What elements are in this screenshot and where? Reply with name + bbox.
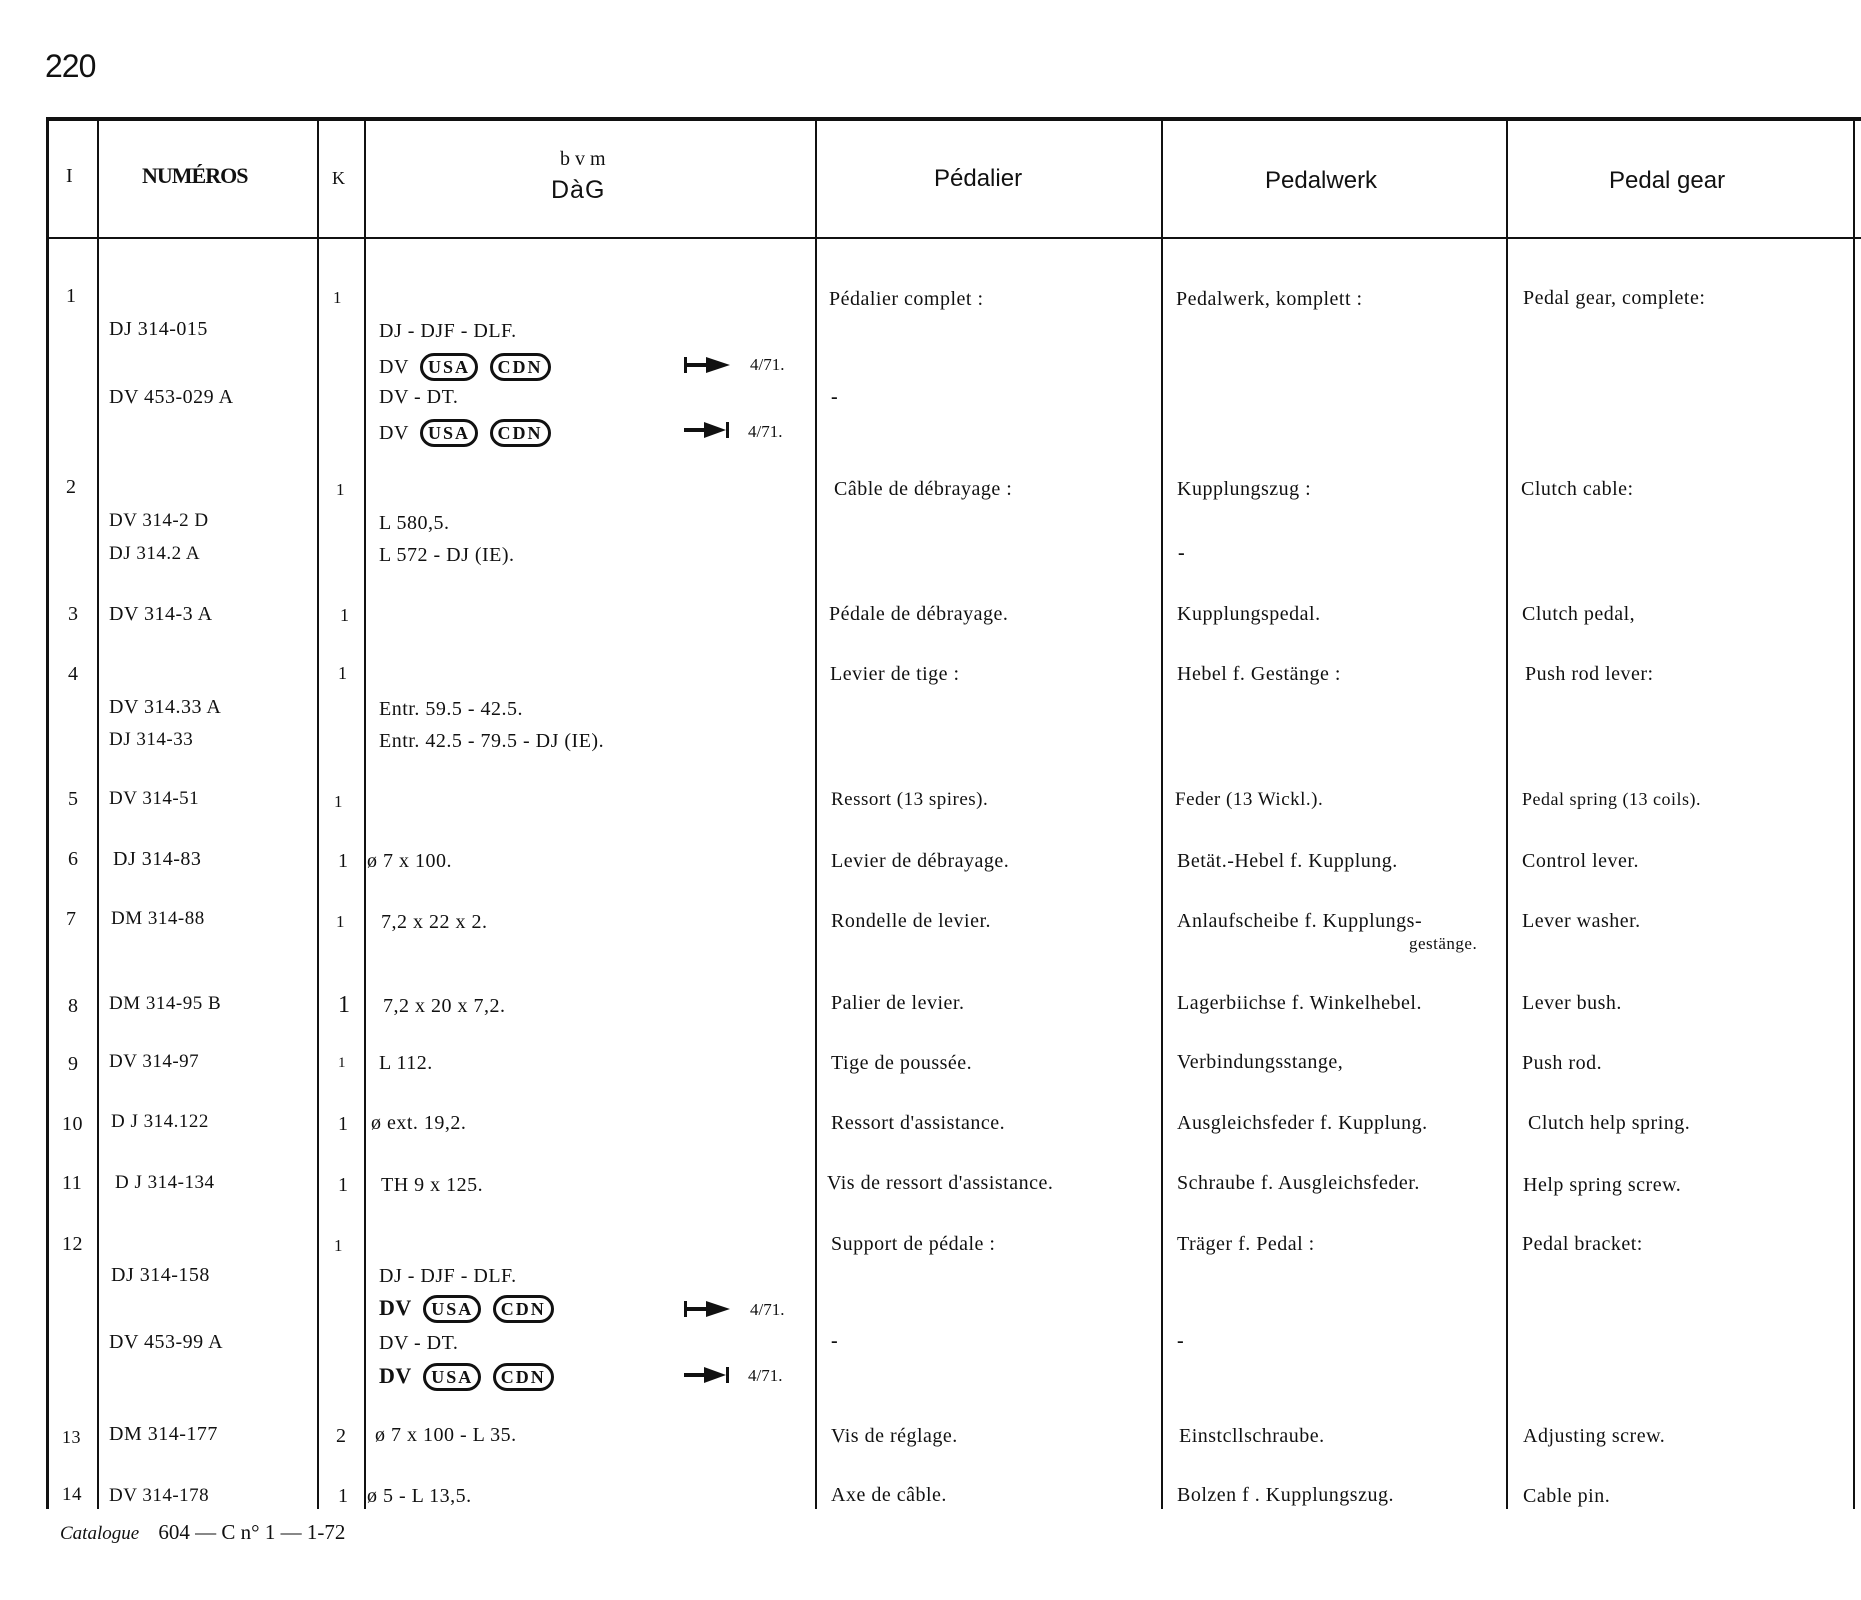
row-en: Lever bush. bbox=[1522, 992, 1622, 1014]
row-qty: 1 bbox=[338, 850, 349, 872]
row-fr: Pédalier complet : bbox=[829, 288, 984, 310]
row-part-number: DV 314-3 A bbox=[109, 603, 213, 625]
row-en: Adjusting screw. bbox=[1523, 1425, 1666, 1447]
row-spec: 7,2 x 22 x 2. bbox=[381, 911, 488, 933]
row-en: Pedal bracket: bbox=[1522, 1233, 1643, 1255]
row-spec: DV - DT. bbox=[379, 386, 459, 408]
row-spec: 7,2 x 20 x 7,2. bbox=[383, 995, 506, 1017]
cdn-stamp: CDN bbox=[493, 1295, 554, 1323]
row-part-number: DJ 314-33 bbox=[109, 729, 194, 750]
row-index: 1 bbox=[66, 285, 77, 307]
row-de: Kupplungspedal. bbox=[1177, 603, 1321, 625]
row-index: 4 bbox=[68, 663, 79, 685]
row-qty: 1 bbox=[338, 1174, 349, 1196]
row-en: Clutch help spring. bbox=[1528, 1112, 1691, 1134]
row-fr: Ressort (13 spires). bbox=[831, 789, 989, 810]
row-qty: 1 bbox=[333, 288, 342, 307]
row-qty: 1 bbox=[338, 1485, 349, 1507]
row-spec: Entr. 59.5 - 42.5. bbox=[379, 698, 523, 720]
row-part-number: DV 453-99 A bbox=[109, 1331, 224, 1353]
row-part-number: DV 314-97 bbox=[109, 1051, 200, 1072]
row-fr-dash: - bbox=[831, 1330, 839, 1352]
row-qty: 1 bbox=[334, 1236, 343, 1255]
row-qty: 1 bbox=[336, 480, 345, 499]
row-index: 12 bbox=[62, 1233, 83, 1255]
col-divider-left bbox=[46, 119, 49, 1509]
row-spec-stamps bbox=[379, 1295, 554, 1323]
row-fr: Levier de tige : bbox=[830, 663, 960, 685]
row-en: Cable pin. bbox=[1523, 1485, 1611, 1507]
row-de: Feder (13 Wickl.). bbox=[1175, 789, 1324, 810]
row-fr: Tige de poussée. bbox=[831, 1052, 973, 1074]
row-de-continued: gestänge. bbox=[1409, 934, 1478, 953]
row-fr: Support de pédale : bbox=[831, 1233, 996, 1255]
row-index: 11 bbox=[62, 1172, 83, 1194]
row-fr: Ressort d'assistance. bbox=[831, 1112, 1006, 1134]
usa-stamp: USA bbox=[423, 1295, 481, 1323]
row-spec: DV - DT. bbox=[379, 1332, 459, 1354]
row-index: 13 bbox=[62, 1427, 81, 1447]
row-fr: Rondelle de levier. bbox=[831, 910, 992, 932]
catalogue-footer bbox=[60, 1520, 345, 1545]
from-date-arrow-icon bbox=[684, 1298, 732, 1320]
row-part-number: DV 453-029 A bbox=[109, 386, 234, 408]
row-part-number: DM 314-177 bbox=[109, 1423, 218, 1445]
row-spec: ø ext. 19,2. bbox=[371, 1112, 467, 1134]
col-divider-k bbox=[364, 119, 366, 1509]
row-index: 5 bbox=[68, 788, 79, 810]
row-part-number: DM 314-88 bbox=[111, 908, 205, 929]
col-divider-i bbox=[97, 119, 99, 1509]
row-de: Verbindungsstange, bbox=[1177, 1051, 1344, 1073]
header-dag: DàG bbox=[551, 176, 606, 204]
row-fr-dash: - bbox=[831, 386, 839, 408]
row-spec: L 572 - DJ (IE). bbox=[379, 544, 515, 566]
row-spec: DJ - DJF - DLF. bbox=[379, 320, 517, 342]
row-index: 6 bbox=[68, 848, 79, 870]
row-spec: ø 5 - L 13,5. bbox=[367, 1485, 472, 1507]
row-en: Clutch cable: bbox=[1521, 478, 1634, 500]
row-spec: TH 9 x 125. bbox=[381, 1174, 484, 1196]
col-divider-spec bbox=[815, 119, 817, 1509]
usa-stamp: USA bbox=[423, 1363, 481, 1391]
row-de-dash: - bbox=[1178, 542, 1186, 564]
row-qty: 1 bbox=[334, 792, 343, 811]
row-de: Träger f. Pedal : bbox=[1177, 1233, 1315, 1255]
row-en: Lever washer. bbox=[1522, 910, 1641, 932]
row-fr: Vis de réglage. bbox=[831, 1425, 958, 1447]
row-en: Push rod. bbox=[1522, 1052, 1603, 1074]
page-number: 220 bbox=[45, 48, 96, 84]
row-spec-stamps bbox=[379, 1363, 554, 1391]
row-part-number: D J 314.122 bbox=[111, 1111, 209, 1132]
row-part-number: DV 314.33 A bbox=[109, 696, 222, 718]
from-date-arrow-icon bbox=[684, 354, 732, 376]
row-part-number: DM 314-95 B bbox=[109, 993, 222, 1014]
row-part-number: DJ 314.2 A bbox=[109, 543, 201, 564]
row-spec: L 580,5. bbox=[379, 512, 450, 534]
col-divider-num bbox=[317, 119, 319, 1509]
row-de: Schraube f. Ausgleichsfeder. bbox=[1177, 1172, 1420, 1194]
cdn-stamp: CDN bbox=[490, 353, 551, 381]
row-de: Pedalwerk, komplett : bbox=[1176, 288, 1363, 310]
row-index: 7 bbox=[66, 908, 77, 930]
header-col-i: I bbox=[66, 165, 73, 187]
row-en: Pedal gear, complete: bbox=[1523, 287, 1706, 309]
row-qty: 1 bbox=[338, 1055, 346, 1071]
row-index: 2 bbox=[66, 476, 77, 498]
row-spec: DJ - DJF - DLF. bbox=[379, 1265, 517, 1287]
row-fr: Axe de câble. bbox=[831, 1484, 947, 1506]
row-spec: ø 7 x 100 - L 35. bbox=[375, 1424, 517, 1446]
row-spec-stamps bbox=[379, 419, 551, 447]
row-de: Lagerbiichse f. Winkelhebel. bbox=[1177, 992, 1422, 1014]
row-spec: L 112. bbox=[379, 1052, 433, 1074]
row-qty: 1 bbox=[338, 1113, 349, 1135]
row-qty: 1 bbox=[338, 992, 351, 1018]
header-en: Pedal gear bbox=[1609, 167, 1726, 194]
row-en: Clutch pedal, bbox=[1522, 603, 1636, 625]
row-spec: ø 7 x 100. bbox=[367, 850, 452, 872]
row-spec: Entr. 42.5 - 79.5 - DJ (IE). bbox=[379, 730, 605, 752]
row-part-number: DV 314-51 bbox=[109, 788, 200, 809]
usa-stamp: USA bbox=[420, 353, 478, 381]
cdn-stamp: CDN bbox=[490, 419, 551, 447]
row-en: Control lever. bbox=[1522, 850, 1639, 872]
row-en: Help spring screw. bbox=[1523, 1174, 1682, 1196]
row-en: Pedal spring (13 coils). bbox=[1522, 789, 1701, 809]
col-divider-de bbox=[1506, 119, 1508, 1509]
header-col-k: K bbox=[332, 168, 345, 188]
row-fr: Levier de débrayage. bbox=[831, 850, 1010, 872]
row-en: Push rod lever: bbox=[1525, 663, 1654, 685]
row-part-number: DJ 314-158 bbox=[111, 1264, 210, 1286]
header-de: Pedalwerk bbox=[1265, 167, 1378, 194]
footer-catalogue-ref: 604 — C n° 1 — 1-72 bbox=[158, 1520, 346, 1544]
row-index: 8 bbox=[68, 995, 79, 1017]
row-de: Hebel f. Gestänge : bbox=[1177, 663, 1341, 685]
row-qty: 2 bbox=[336, 1425, 347, 1447]
row-de: Betät.-Hebel f. Kupplung. bbox=[1177, 850, 1398, 872]
row-date: 4/71. bbox=[748, 422, 783, 441]
row-fr: Pédale de débrayage. bbox=[829, 603, 1009, 625]
row-de: Ausgleichsfeder f. Kupplung. bbox=[1177, 1112, 1428, 1134]
footer-catalogue-label: Catalogue bbox=[60, 1523, 140, 1544]
header-bvm: b v m bbox=[560, 148, 606, 170]
row-qty: 1 bbox=[336, 912, 345, 931]
header-numeros: NUMÉROS bbox=[142, 163, 248, 188]
row-index: 3 bbox=[68, 603, 79, 625]
usa-stamp: USA bbox=[420, 419, 478, 447]
row-part-number: DV 314-178 bbox=[109, 1485, 210, 1506]
row-index: 10 bbox=[62, 1113, 83, 1135]
spec-prefix: DV bbox=[379, 1363, 412, 1388]
spec-prefix: DV bbox=[379, 1295, 412, 1320]
row-part-number: DJ 314-015 bbox=[109, 318, 208, 340]
row-index: 14 bbox=[62, 1484, 82, 1505]
header-fr: Pédalier bbox=[934, 165, 1023, 192]
row-spec-stamps bbox=[379, 353, 551, 381]
col-divider-right bbox=[1853, 119, 1855, 1509]
row-fr: Câble de débrayage : bbox=[834, 478, 1013, 500]
row-de: Anlaufscheibe f. Kupplungs- bbox=[1177, 910, 1423, 932]
row-fr: Palier de levier. bbox=[831, 992, 965, 1014]
row-part-number: D J 314-134 bbox=[115, 1172, 215, 1193]
row-date: 4/71. bbox=[748, 1366, 783, 1385]
col-divider-fr bbox=[1161, 119, 1163, 1509]
row-date: 4/71. bbox=[750, 355, 785, 374]
row-de: Bolzen f . Kupplungszug. bbox=[1177, 1484, 1394, 1506]
until-date-arrow-icon bbox=[684, 1364, 732, 1386]
row-part-number: DV 314-2 D bbox=[109, 510, 209, 531]
row-de: Einstcllschraube. bbox=[1179, 1425, 1325, 1447]
cdn-stamp: CDN bbox=[493, 1363, 554, 1391]
spec-prefix: DV bbox=[379, 422, 409, 444]
row-part-number: DJ 314-83 bbox=[113, 848, 202, 870]
row-index: 9 bbox=[68, 1053, 79, 1075]
row-date: 4/71. bbox=[750, 1300, 785, 1319]
row-de: Kupplungszug : bbox=[1177, 478, 1312, 500]
spec-prefix: DV bbox=[379, 356, 409, 378]
row-de-dash: - bbox=[1177, 1330, 1185, 1352]
row-fr: Vis de ressort d'assistance. bbox=[827, 1172, 1054, 1194]
row-qty: 1 bbox=[338, 663, 348, 683]
until-date-arrow-icon bbox=[684, 419, 732, 441]
row-qty: 1 bbox=[340, 605, 350, 625]
